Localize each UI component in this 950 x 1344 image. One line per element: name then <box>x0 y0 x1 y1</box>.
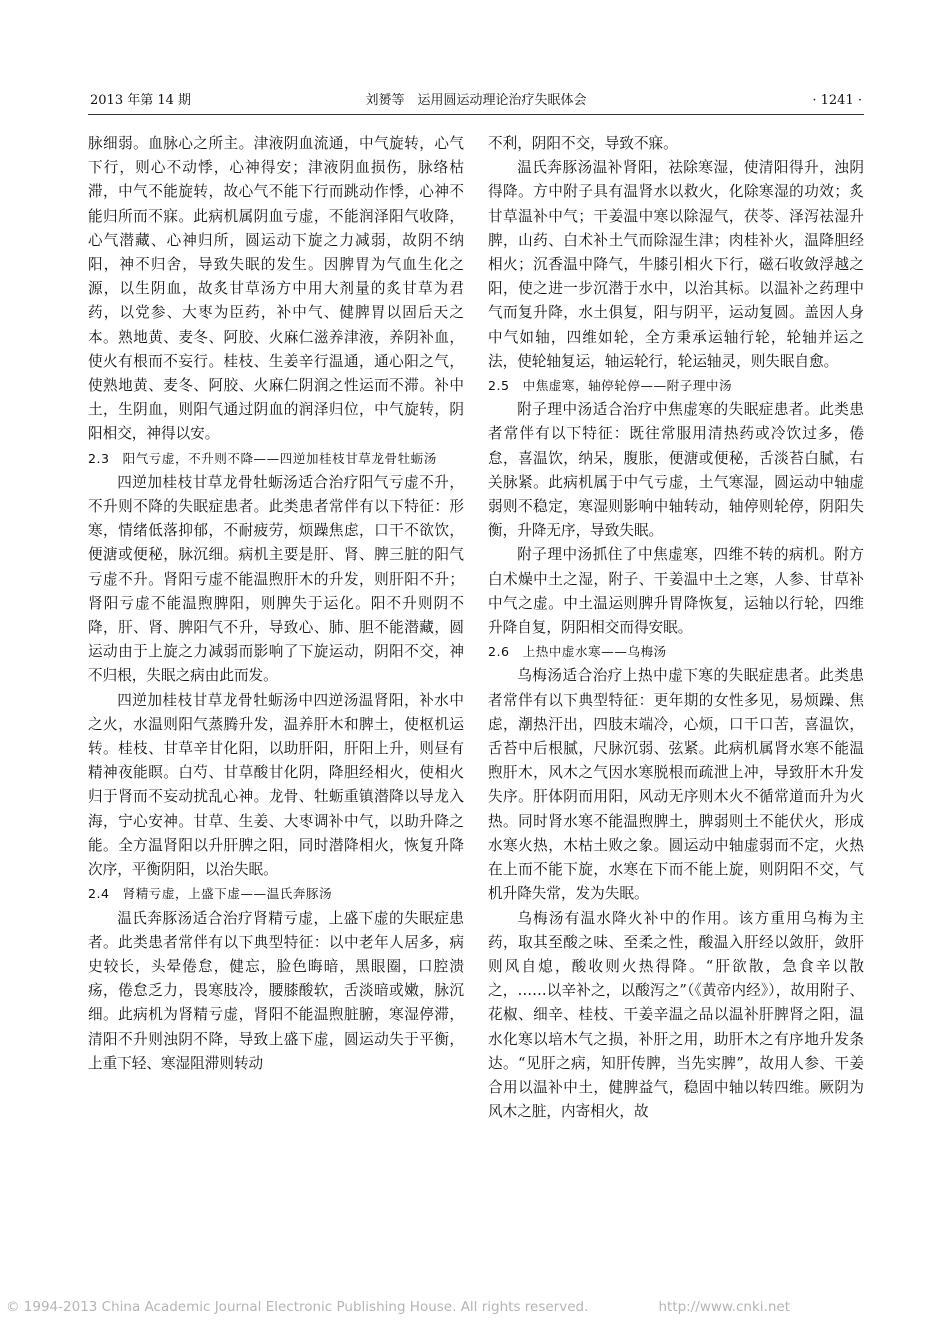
paragraph: 温氏奔豚汤适合治疗肾精亏虚，上盛下虚的失眠症患者。此类患者常伴有以下典型特征：以中老年人居多，病史较长，头晕倦怠，健忘，脸色晦暗，黑眼圈，口腔溃疡，倦怠乏力，畏寒肢冷，腰膝酸软，舌淡暗或嫩，脉沉细。此病机为肾精亏虚，肾阳不能温煦脏腑，寒湿停滞，清阳不升则浊阴不降，导致上盛下虚，圆运动失于平衡，上重下轻、寒湿阻滞则转动 <box>88 909 464 1072</box>
website-link[interactable]: http://www.cnki.net <box>658 1299 790 1315</box>
section-heading-2-3: 2.3 阳气亏虚，不升则不降——四逆加桂枝甘草龙骨牡蛎汤 <box>88 450 437 466</box>
paragraph: 乌梅汤有温水降火补中的作用。该方重用乌梅为主药，取其至酸之味、至柔之性，酸温入肝经以敛肝，敛肝则风自熄，酸收则火热得降。“肝欲散，急食辛以散之，……以辛补之，以酸泻之”（《黄帝内经》），故用附子、花椒、细辛、桂枝、干姜辛温之品以温补肝脾肾之阳，温水化寒以培木气之损，补肝之用，助肝木之有序地升发条达。“见肝之病，知肝传脾，当先实脾”，故用人参、干姜合用以温补中土，健脾益气，稳固中轴以转四维。厥阴为风木之脏，内寄相火，故 <box>488 909 864 1121</box>
paragraph: 不利，阴阳不交，导致不寐。 <box>488 135 678 152</box>
article-running-title: 刘赟等 运用圆运动理论治疗失眠体会 <box>365 93 587 108</box>
right-column <box>488 132 864 1252</box>
paragraph: 脉细弱。血脉心之所主。津液阴血流通，中气旋转，心气下行，则心不动悸，心神得安；津液阴血损伤，脉络枯滞，中气不能旋转，故心气不能下行而跳动作悸，心神不能归所而不寐。此病机属阴血亏虚，不能润泽阳气收降，心气潜藏、心神归所，圆运动下旋之力减弱，故阴不纳阳，神不归舍，导致失眠的发生。因脾胃为气血生化之源，以生阴血，故炙甘草汤方中用大剂量的炙甘草为君药，以党参、大枣为臣药，补中气、健脾胃以固后天之本。熟地黄、麦冬、阿胶、火麻仁滋养津液，养阴补血，使火有根而不妄行。桂枝、生姜辛行温通，通心阳之气，使熟地黄、麦冬、阿胶、火麻仁阴润之性运而不滞。补中土，生阴血，则阳气通过阴血的润泽归位，中气旋转，阴阳相交，神得以安。 <box>88 135 464 443</box>
paragraph: 乌梅汤适合治疗上热中虚下寒的失眠症患者。此类患者常伴有以下典型特征：更年期的女性多见，易烦躁、焦虑，潮热汗出，四肢末端冷，心烦，口干口苦，喜温饮，舌苔中后根腻，尺脉沉弱、弦紧。此病机属肾水寒不能温煦肝木，风木之气因水寒脱根而疏泄上冲，导致肝木升发失序。肝体阴而用阳，风动无序则木火不循常道而升为火热。同时肾水寒不能温煦脾土，脾弱则土不能伏火，形成水寒火热，木枯土败之象。圆运动中轴虚弱而不定，火热在上而不能下旋，水寒在下而不能上旋，则阴阳不交，气机升降失常，发为失眠。 <box>488 667 864 903</box>
running-header <box>88 88 864 115</box>
section-heading-2-5: 2.5 中焦虚寒，轴停轮停——附子理中汤 <box>488 378 733 394</box>
page-number: · 1241 · <box>812 93 862 108</box>
section-heading-2-4: 2.4 肾精亏虚，上盛下虚——温氏奔豚汤 <box>88 886 333 902</box>
left-column <box>88 132 464 1252</box>
copyright-notice: © 1994-2013 China Academic Journal Electronic Publishing House. All rights reserved. <box>6 1299 589 1315</box>
paragraph: 四逆加桂枝甘草龙骨牡蛎汤适合治疗阳气亏虚不升，不升则不降的失眠症患者。此类患者常伴有以下特征：形寒，情绪低落抑郁，不耐疲劳，烦躁焦虑，口干不欲饮，便溏或便秘，脉沉细。病机主要是肝、肾、脾三脏的阳气亏虚不升。肾阳亏虚不能温煦肝木的升发，则肝阳不升；肾阳亏虚不能温煦脾阳，则脾失于运化。阳不升则阴不降，肝、肾、脾阳气不升，导致心、肺、胆不能潜藏，圆运动由于上旋之力减弱而影响了下旋运动，阴阳不交，神不归根，失眠之病由此而发。 <box>88 473 464 685</box>
paragraph: 温氏奔豚汤温补肾阳，祛除寒湿，使清阳得升，浊阴得降。方中附子具有温肾水以救火，化除寒湿的功效；炙甘草温补中气；干姜温中寒以除湿气，茯苓、泽泻祛湿升脾，山药、白术补土气而除湿生津；肉桂补火，温降胆经相火；沉香温中降气，牛膝引相火下行，磁石收敛浮越之阳，使之进一步沉潜于水中，以治其标。以温补之药理中气而复升降，水土俱复，阳与阴平，运动复圆。盖因人身中气如轴，四维如轮，全方秉承运轴行轮，轮轴并运之法，使轮轴复运，轴运轮行，轮运轴灵，则失眠自愈。 <box>488 159 864 370</box>
paragraph: 四逆加桂枝甘草龙骨牡蛎汤中四逆汤温肾阳，补水中之火，水温则阳气蒸腾升发，温养肝木和脾土，使枢机运转。桂枝、甘草辛甘化阳，以助肝阳，肝阳上升，则昼有精神夜能瞑。白芍、甘草酸甘化阴，降胆经相火，使相火归于肾而不妄动扰乱心神。龙骨、牡蛎重镇潜降以导龙入海，宁心安神。甘草、生姜、大枣调补中气，以助升降之能。全方温肾阳以升肝脾之阳，同时潜降相火，恢复升降次序，平衡阴阳，以治失眠。 <box>88 691 464 879</box>
paragraph: 附子理中汤适合治疗中焦虚寒的失眠症患者。此类患者常伴有以下特征：既往常服用清热药或冷饮过多，倦怠，喜温饮，纳呆，腹胀，便溏或便秘，舌淡苔白腻，右关脉紧。此病机属于中气亏虚，土气寒湿，圆运动中轴虚弱则不稳定，寒湿则影响中轴转动，轴停则轮停，阴阳失衡，升降无序，导致失眠。 <box>488 401 864 540</box>
journal-issue: 2013 年第 14 期 <box>90 93 192 108</box>
watermark-footer <box>0 1297 950 1317</box>
section-heading-2-6: 2.6 上热中虚水寒——乌梅汤 <box>488 644 667 660</box>
paragraph: 附子理中汤抓住了中焦虚寒，四维不转的病机。附方白术燥中土之湿，附子、干姜温中土之寒，人参、甘草补中气之虚。中土温运则脾升胃降恢复，运轴以行轮，四维升降自复，阴阳相交而得安眠。 <box>488 546 864 637</box>
